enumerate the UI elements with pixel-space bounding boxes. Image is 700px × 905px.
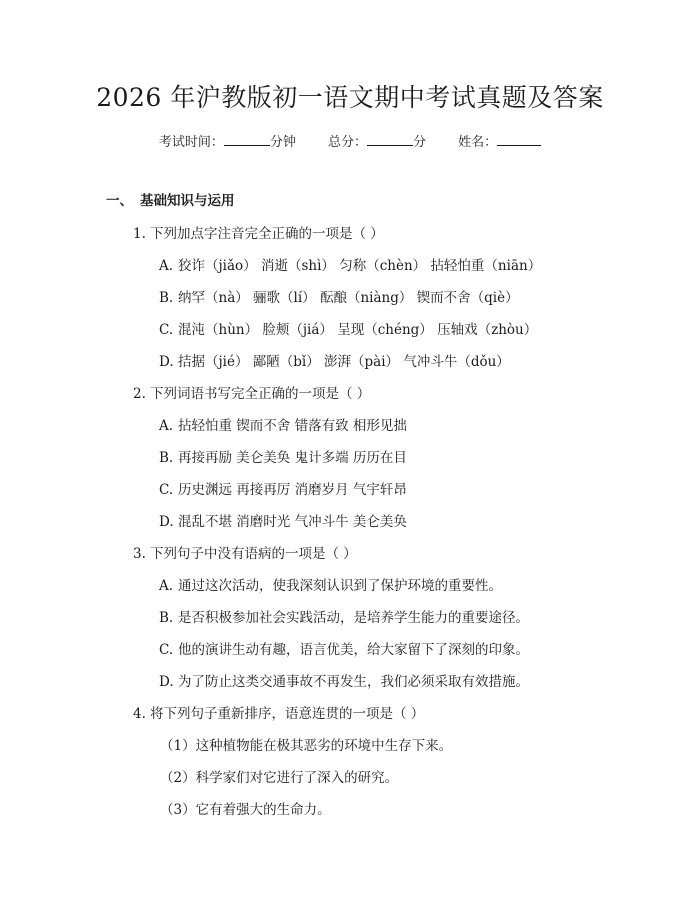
question-3-option-a (159, 576, 502, 596)
question-3-option-c (159, 640, 529, 660)
exam-time-field (159, 131, 296, 153)
exam-time-unit: 分钟 (269, 135, 296, 150)
question-1-option-a (159, 256, 541, 276)
option-text: 狡诈（jiǎo） 消逝（shì） 匀称（chèn） 拈轻怕重（niān） (178, 258, 542, 274)
option-letter: C. (159, 482, 174, 498)
section-heading (106, 191, 235, 211)
option-letter: A. (159, 578, 174, 594)
option-letter: B. (159, 610, 174, 626)
option-text: 混乱不堪 消磨时光 气冲斗牛 美仑美奂 (178, 514, 407, 530)
question-1-option-b (159, 288, 519, 308)
question-3 (133, 544, 357, 564)
question-2-option-a (159, 416, 407, 436)
total-score-unit: 分 (413, 135, 427, 150)
option-text: 再接再励 美仑美奂 鬼计多端 历历在目 (178, 450, 407, 466)
option-text: 纳罕（nà） 骊歌（lí） 酝酿（niàng） 锲而不舍（qiè） (178, 290, 519, 306)
question-4-sentence-1: （1）这种植物能在极其恶劣的环境中生存下来。 (160, 738, 453, 754)
option-letter: C. (159, 642, 174, 658)
question-2-option-c (159, 480, 407, 500)
option-letter: D. (159, 514, 174, 530)
question-1-option-c (159, 320, 537, 340)
question-number: 4. (133, 706, 146, 722)
option-text: 是否积极参加社会实践活动，是培养学生能力的重要途径。 (178, 610, 529, 626)
question-1 (133, 224, 384, 244)
name-label: 姓名： (458, 135, 498, 150)
option-letter: C. (159, 322, 174, 338)
section-title: 基础知识与运用 (140, 193, 235, 209)
question-4 (133, 704, 424, 724)
option-letter: D. (159, 674, 174, 690)
question-4-sentence-2: （2）科学家们对它进行了深入的研究。 (160, 770, 399, 786)
exam-time-label: 考试时间： (158, 135, 224, 150)
option-letter: A. (159, 258, 174, 274)
total-score-field (328, 131, 426, 153)
page-title: 2026 年沪教版初一语文期中考试真题及答案 (96, 83, 604, 112)
question-text: 下列句子中没有语病的一项是（ ） (150, 546, 357, 562)
option-letter: D. (159, 354, 174, 370)
question-number: 1. (133, 226, 146, 242)
question-4-sentence-3: （3）它有着强大的生命力。 (160, 802, 331, 818)
question-2-option-b (159, 448, 407, 468)
option-text: 他的演讲生动有趣，语言优美，给大家留下了深刻的印象。 (178, 642, 529, 658)
option-text: 拮据（jié） 鄙陋（bǐ） 澎湃（pài） 气冲斗牛（dǒu） (178, 354, 510, 370)
question-3-option-b (159, 608, 529, 628)
option-letter: A. (159, 418, 174, 434)
option-text: 历史渊远 再接再厉 消磨岁月 气宇轩昂 (178, 482, 407, 498)
name-field (458, 131, 541, 153)
question-3-option-d (159, 672, 529, 692)
question-1-option-d (159, 352, 510, 372)
total-score-blank (367, 131, 413, 146)
question-number: 3. (133, 546, 146, 562)
section-number: 一、 (106, 193, 133, 209)
question-number: 2. (133, 386, 146, 402)
total-score-label: 总分： (327, 135, 367, 150)
question-text: 将下列句子重新排序，语意连贯的一项是（ ） (150, 706, 425, 722)
question-text: 下列加点字注音完全正确的一项是（ ） (150, 226, 384, 242)
option-text: 为了防止这类交通事故不再发生，我们必须采取有效措施。 (178, 674, 529, 690)
option-text: 混沌（hùn） 脸颊（jiá） 呈现（chéng） 压轴戏（zhòu） (178, 322, 538, 338)
exam-time-blank (224, 131, 270, 146)
question-text: 下列词语书写完全正确的一项是（ ） (150, 386, 371, 402)
option-text: 拈轻怕重 锲而不舍 错落有致 相形见拙 (178, 418, 407, 434)
question-2 (133, 384, 370, 404)
option-letter: B. (159, 290, 174, 306)
option-letter: B. (159, 450, 174, 466)
name-blank (497, 131, 541, 146)
question-2-option-d (159, 512, 407, 532)
option-text: 通过这次活动，使我深刻认识到了保护环境的重要性。 (178, 578, 502, 594)
exam-info-line (0, 131, 700, 153)
